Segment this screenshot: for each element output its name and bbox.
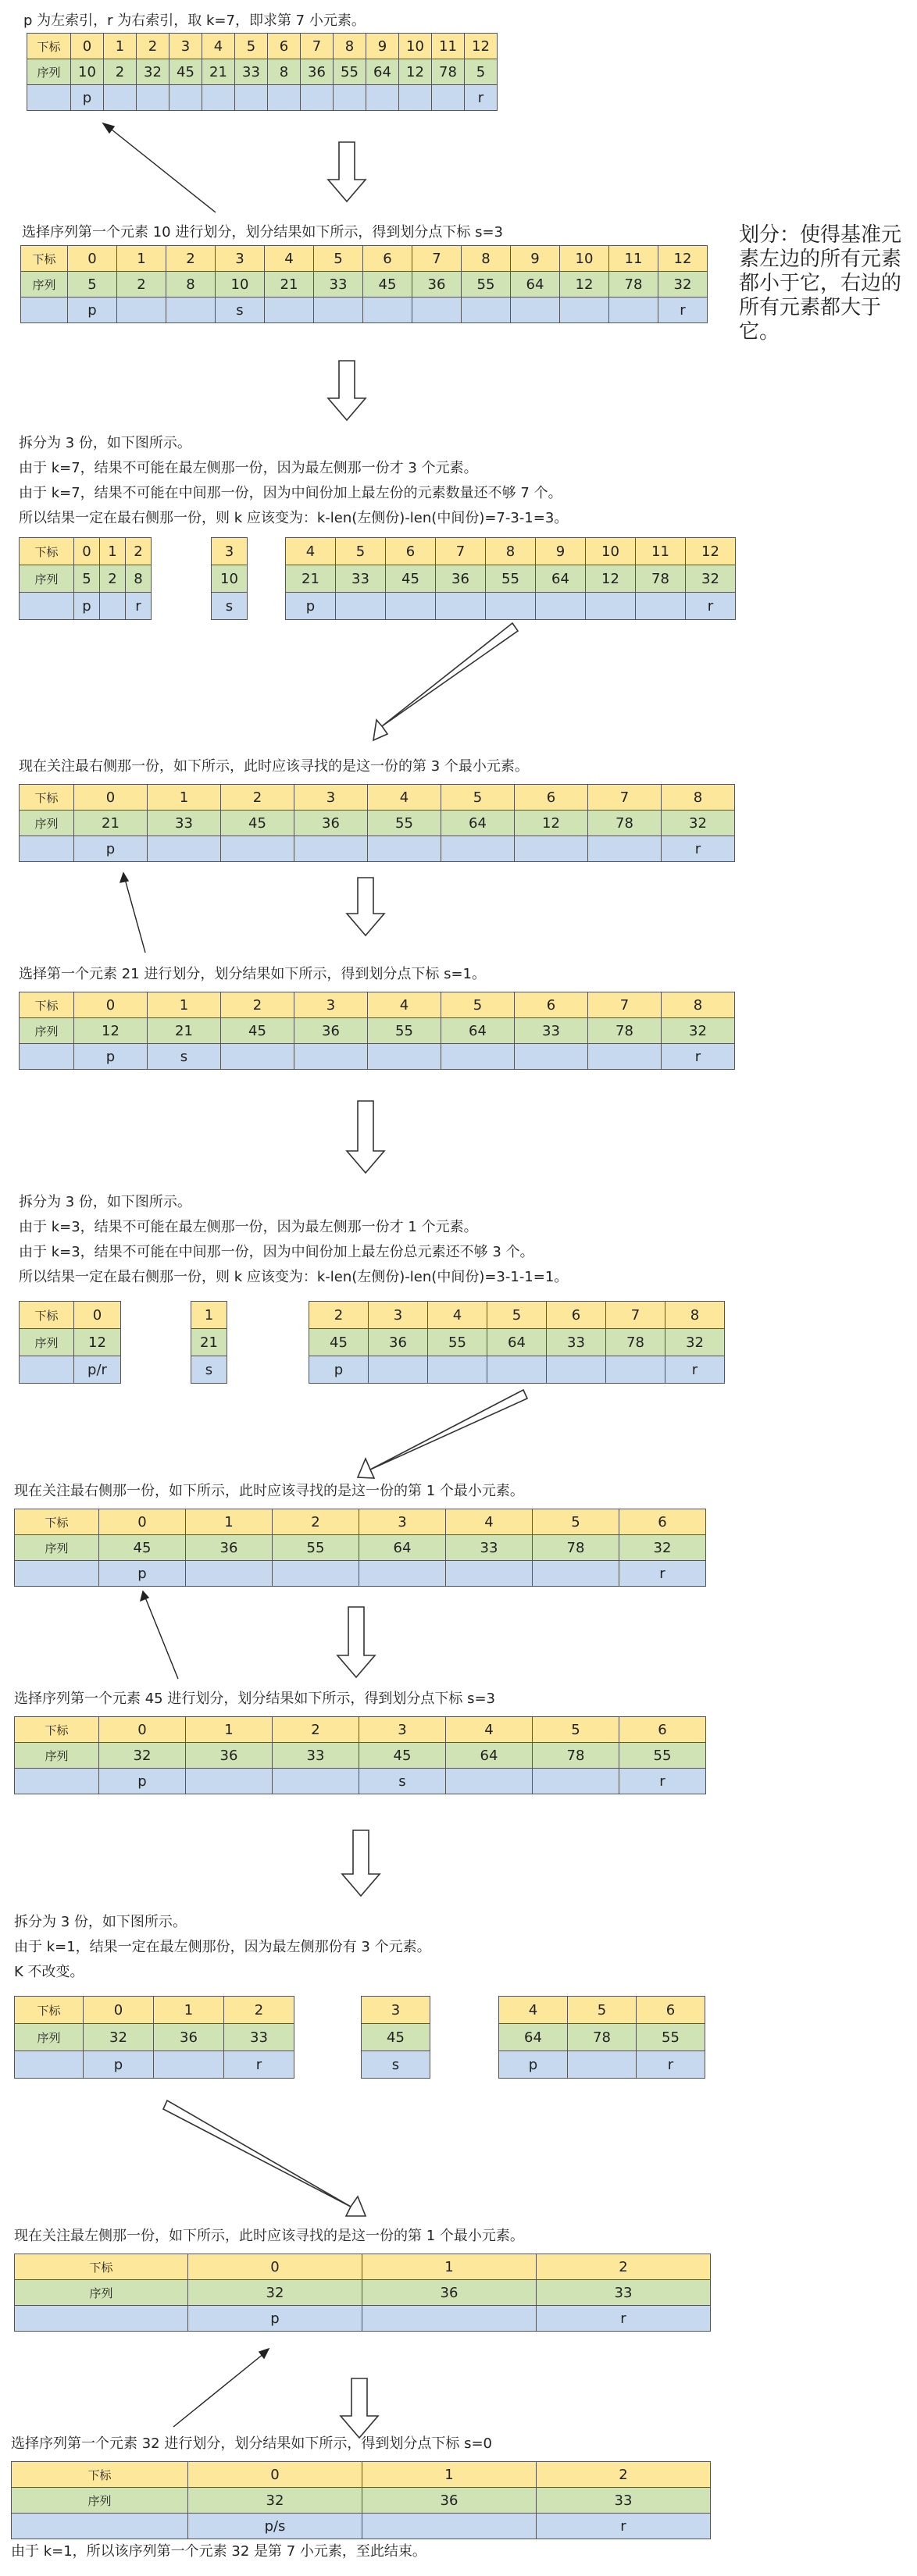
index-cell: 9 bbox=[511, 246, 560, 272]
index-cell: 5 bbox=[441, 785, 515, 811]
value-cell: 55 bbox=[368, 811, 441, 836]
value-cell: 10 bbox=[216, 272, 265, 298]
value-cell: 64 bbox=[536, 565, 586, 593]
index-cell: 4 bbox=[368, 785, 441, 811]
diag-arrow-2 bbox=[358, 1390, 527, 1478]
value-cell: 45 bbox=[363, 272, 412, 298]
index-cell: 5 bbox=[487, 1302, 547, 1329]
value-cell: 21 bbox=[286, 565, 336, 593]
pointer-cell: r bbox=[537, 2514, 711, 2539]
index-cell: 4 bbox=[286, 538, 336, 565]
index-cell: 1 bbox=[362, 2254, 537, 2280]
value-row-label: 序列 bbox=[20, 1018, 74, 1044]
index-cell: 0 bbox=[99, 1717, 186, 1743]
value-cell: 2 bbox=[104, 59, 137, 85]
value-cell: 45 bbox=[221, 811, 294, 836]
index-cell: 7 bbox=[412, 246, 462, 272]
pointer-cell: p bbox=[71, 85, 104, 111]
index-cell: 1 bbox=[100, 538, 126, 565]
value-cell: 33 bbox=[273, 1743, 359, 1769]
down-arrow-7 bbox=[341, 2378, 378, 2438]
value-cell: 32 bbox=[84, 2024, 154, 2051]
index-cell: 1 bbox=[148, 785, 221, 811]
value-cell: 45 bbox=[221, 1018, 294, 1044]
value-cell: 32 bbox=[662, 811, 735, 836]
down-arrow-3 bbox=[347, 878, 384, 935]
index-cell: 4 bbox=[202, 34, 235, 59]
index-cell: 0 bbox=[188, 2254, 362, 2280]
index-row-label: 下标 bbox=[21, 246, 68, 272]
value-cell: 78 bbox=[609, 272, 658, 298]
value-cell: 32 bbox=[137, 59, 169, 85]
value-cell: 78 bbox=[588, 1018, 662, 1044]
index-cell: 6 bbox=[637, 1997, 705, 2024]
pointer-head-2 bbox=[120, 873, 128, 882]
split3-line1: 拆分为 3 份，如下图所示。 bbox=[14, 1914, 187, 1930]
index-row-label: 下标 bbox=[20, 992, 74, 1018]
index-cell: 5 bbox=[533, 1509, 619, 1535]
value-cell: 78 bbox=[636, 565, 686, 593]
split1-line1: 拆分为 3 份，如下图所示。 bbox=[19, 435, 191, 451]
index-cell: 12 bbox=[465, 34, 498, 59]
index-cell: 3 bbox=[294, 992, 368, 1018]
value-cell: 12 bbox=[515, 811, 588, 836]
index-cell: 3 bbox=[169, 34, 202, 59]
index-cell: 10 bbox=[586, 538, 636, 565]
index-cell: 10 bbox=[560, 246, 609, 272]
index-cell: 1 bbox=[148, 992, 221, 1018]
value-cell: 36 bbox=[186, 1743, 273, 1769]
value-cell: 33 bbox=[235, 59, 268, 85]
index-cell: 7 bbox=[436, 538, 486, 565]
pointer-cell: p bbox=[188, 2306, 362, 2332]
index-cell: 8 bbox=[486, 538, 536, 565]
value-cell: 36 bbox=[362, 2280, 537, 2306]
value-cell: 32 bbox=[188, 2488, 362, 2514]
split2-line4: 所以结果一定在最右侧那一份，则 k 应该变为：k-len(左侧份)-len(中间份)=3-1-1=1。 bbox=[19, 1269, 569, 1285]
value-cell: 36 bbox=[154, 2024, 224, 2051]
value-row-label: 序列 bbox=[20, 1329, 74, 1356]
index-cell: 9 bbox=[536, 538, 586, 565]
value-cell: 21 bbox=[148, 1018, 221, 1044]
index-cell: 0 bbox=[188, 2462, 362, 2488]
pointer-head-1 bbox=[103, 123, 114, 133]
value-cell: 33 bbox=[537, 2488, 711, 2514]
index-cell: 2 bbox=[221, 992, 294, 1018]
value-cell: 55 bbox=[637, 2024, 705, 2051]
value-cell: 32 bbox=[99, 1743, 186, 1769]
index-cell: 2 bbox=[537, 2462, 711, 2488]
index-cell: 4 bbox=[499, 1997, 568, 2024]
index-cell: 5 bbox=[568, 1997, 637, 2024]
pointer-cell: p bbox=[74, 836, 148, 862]
pointer-arrow-3 bbox=[145, 1598, 178, 1679]
pointer-cell: p bbox=[99, 1561, 186, 1587]
value-cell: 36 bbox=[301, 59, 334, 85]
value-cell: 33 bbox=[148, 811, 221, 836]
index-cell: 12 bbox=[686, 538, 736, 565]
pointer-cell: r bbox=[686, 593, 736, 620]
index-cell: 3 bbox=[359, 1717, 446, 1743]
index-cell: 4 bbox=[446, 1509, 533, 1535]
index-row-label: 下标 bbox=[20, 1302, 74, 1329]
index-cell: 4 bbox=[368, 992, 441, 1018]
index-cell: 2 bbox=[221, 785, 294, 811]
pointer-cell: r bbox=[465, 85, 498, 111]
value-cell: 78 bbox=[588, 811, 662, 836]
value-cell: 45 bbox=[309, 1329, 369, 1356]
index-row-label: 下标 bbox=[20, 538, 74, 565]
value-cell: 55 bbox=[619, 1743, 706, 1769]
value-cell: 33 bbox=[224, 2024, 294, 2051]
value-cell: 8 bbox=[126, 565, 152, 593]
value-cell: 55 bbox=[486, 565, 536, 593]
index-cell: 5 bbox=[533, 1717, 619, 1743]
split1-line2: 由于 k=7，结果不可能在最左侧那一份，因为最左侧那一份才 3 个元素。 bbox=[19, 460, 478, 476]
value-cell: 2 bbox=[100, 565, 126, 593]
index-cell: 7 bbox=[301, 34, 334, 59]
index-cell: 6 bbox=[547, 1302, 606, 1329]
index-cell: 7 bbox=[588, 785, 662, 811]
value-cell: 12 bbox=[560, 272, 609, 298]
value-row-label: 序列 bbox=[20, 811, 74, 836]
value-cell: 33 bbox=[446, 1535, 533, 1561]
step3-desc: 选择序列第一个元素 45 进行划分，划分结果如下所示，得到划分点下标 s=3 bbox=[14, 1691, 495, 1707]
step4-desc: 选择序列第一个元素 32 进行划分，划分结果如下所示，得到划分点下标 s=0 bbox=[11, 2435, 492, 2452]
index-cell: 0 bbox=[74, 992, 148, 1018]
index-cell: 8 bbox=[462, 246, 511, 272]
index-cell: 5 bbox=[314, 246, 363, 272]
index-cell: 1 bbox=[186, 1717, 273, 1743]
index-cell: 8 bbox=[334, 34, 366, 59]
down-arrow-2 bbox=[328, 361, 366, 420]
index-cell: 0 bbox=[84, 1997, 154, 2024]
value-cell: 2 bbox=[117, 272, 166, 298]
index-cell: 5 bbox=[336, 538, 386, 565]
index-cell: 0 bbox=[74, 538, 100, 565]
value-cell: 36 bbox=[294, 811, 368, 836]
step1-desc: 选择序列第一个元素 10 进行划分，划分结果如下所示，得到划分点下标 s=3 bbox=[22, 224, 503, 240]
value-cell: 12 bbox=[586, 565, 636, 593]
index-row-label: 下标 bbox=[20, 785, 74, 811]
value-cell: 64 bbox=[499, 2024, 568, 2051]
index-cell: 0 bbox=[74, 1302, 121, 1329]
value-cell: 33 bbox=[314, 272, 363, 298]
index-cell: 6 bbox=[268, 34, 301, 59]
value-cell: 5 bbox=[465, 59, 498, 85]
index-cell: 3 bbox=[369, 1302, 428, 1329]
value-cell: 12 bbox=[74, 1018, 148, 1044]
value-cell: 78 bbox=[533, 1535, 619, 1561]
pointer-cell: s bbox=[148, 1044, 221, 1070]
index-cell: 11 bbox=[636, 538, 686, 565]
value-cell: 45 bbox=[99, 1535, 186, 1561]
index-cell: 0 bbox=[99, 1509, 186, 1535]
pointer-cell: r bbox=[637, 2051, 705, 2079]
index-cell: 11 bbox=[609, 246, 658, 272]
pointer-cell: r bbox=[662, 1044, 735, 1070]
value-cell: 12 bbox=[74, 1329, 121, 1356]
value-cell: 32 bbox=[658, 272, 708, 298]
value-row-label: 序列 bbox=[15, 1535, 99, 1561]
index-cell: 8 bbox=[662, 785, 735, 811]
value-row-label: 序列 bbox=[12, 2488, 188, 2514]
index-row-label: 下标 bbox=[15, 1997, 84, 2024]
value-cell: 64 bbox=[487, 1329, 547, 1356]
value-cell: 64 bbox=[441, 811, 515, 836]
index-cell: 3 bbox=[362, 1997, 430, 2024]
pointer-cell: r bbox=[662, 836, 735, 862]
value-cell: 36 bbox=[362, 2488, 537, 2514]
value-cell: 55 bbox=[273, 1535, 359, 1561]
index-cell: 5 bbox=[441, 992, 515, 1018]
index-row-label: 下标 bbox=[27, 34, 71, 59]
value-cell: 78 bbox=[533, 1743, 619, 1769]
index-cell: 7 bbox=[606, 1302, 665, 1329]
value-cell: 33 bbox=[515, 1018, 588, 1044]
split1-line3: 由于 k=7，结果不可能在中间那一份，因为中间份加上最左份的元素数量还不够 7 个。 bbox=[19, 485, 562, 501]
index-cell: 4 bbox=[446, 1717, 533, 1743]
pointer-arrow-2 bbox=[125, 879, 145, 953]
down-arrow-5 bbox=[337, 1607, 375, 1677]
pointer-cell: r bbox=[658, 298, 708, 323]
pointer-cell: s bbox=[191, 1356, 227, 1384]
value-cell: 5 bbox=[68, 272, 117, 298]
index-cell: 4 bbox=[265, 246, 314, 272]
value-cell: 32 bbox=[665, 1329, 725, 1356]
value-cell: 32 bbox=[188, 2280, 362, 2306]
value-row-label: 序列 bbox=[27, 59, 71, 85]
index-cell: 6 bbox=[619, 1509, 706, 1535]
index-cell: 1 bbox=[117, 246, 166, 272]
index-cell: 3 bbox=[359, 1509, 446, 1535]
index-cell: 8 bbox=[662, 992, 735, 1018]
value-cell: 64 bbox=[441, 1018, 515, 1044]
value-cell: 32 bbox=[662, 1018, 735, 1044]
pointer-cell: s bbox=[212, 593, 248, 620]
index-cell: 3 bbox=[294, 785, 368, 811]
pointer-cell: p/s bbox=[188, 2514, 362, 2539]
value-cell: 36 bbox=[412, 272, 462, 298]
index-row-label: 下标 bbox=[15, 1509, 99, 1535]
value-cell: 55 bbox=[368, 1018, 441, 1044]
conclusion-line: 由于 k=1，所以该序列第一个元素 32 是第 7 小元素，至此结束。 bbox=[11, 2543, 426, 2560]
pointer-cell: r bbox=[619, 1769, 706, 1794]
pointer-cell: s bbox=[216, 298, 265, 323]
split3-line2: 由于 k=1，结果一定在最左侧那份，因为最左侧那份有 3 个元素。 bbox=[14, 1939, 431, 1955]
pointer-cell: p bbox=[74, 593, 100, 620]
index-cell: 6 bbox=[363, 246, 412, 272]
index-cell: 2 bbox=[309, 1302, 369, 1329]
index-cell: 1 bbox=[186, 1509, 273, 1535]
split1-line4: 所以结果一定在最右侧那一份，则 k 应该变为：k-len(左侧份)-len(中间份)=7-3-1=3。 bbox=[19, 510, 569, 526]
pointer-cell: p bbox=[74, 1044, 148, 1070]
value-row-label: 序列 bbox=[15, 2280, 188, 2306]
value-cell: 55 bbox=[334, 59, 366, 85]
pointer-cell: p bbox=[99, 1769, 186, 1794]
index-cell: 1 bbox=[154, 1997, 224, 2024]
index-cell: 2 bbox=[537, 2254, 711, 2280]
pointer-cell: r bbox=[665, 1356, 725, 1384]
value-cell: 45 bbox=[362, 2024, 430, 2051]
step2-desc: 选择第一个元素 21 进行划分，划分结果如下所示，得到划分点下标 s=1。 bbox=[19, 966, 486, 982]
value-cell: 78 bbox=[432, 59, 465, 85]
pointer-cell: p bbox=[286, 593, 336, 620]
value-cell: 55 bbox=[428, 1329, 487, 1356]
value-cell: 33 bbox=[547, 1329, 606, 1356]
index-cell: 6 bbox=[386, 538, 436, 565]
index-cell: 8 bbox=[665, 1302, 725, 1329]
index-row-label: 下标 bbox=[15, 1717, 99, 1743]
value-cell: 45 bbox=[359, 1743, 446, 1769]
index-cell: 1 bbox=[104, 34, 137, 59]
value-cell: 8 bbox=[166, 272, 216, 298]
index-cell: 2 bbox=[126, 538, 152, 565]
value-cell: 45 bbox=[169, 59, 202, 85]
pointer-cell: p bbox=[68, 298, 117, 323]
pointer-cell: p/r bbox=[74, 1356, 121, 1384]
pointer-arrow-1 bbox=[108, 126, 216, 212]
index-cell: 5 bbox=[235, 34, 268, 59]
focus3-desc: 现在关注最左侧那一份，如下所示，此时应该寻找的是这一份的第 1 个最小元素。 bbox=[14, 2228, 524, 2244]
index-row-label: 下标 bbox=[12, 2462, 188, 2488]
partition-note: 划分：使得基准元素左边的所有元素都小于它，右边的所有元素都大于它。 bbox=[739, 223, 902, 344]
value-cell: 32 bbox=[619, 1535, 706, 1561]
index-cell: 0 bbox=[71, 34, 104, 59]
index-cell: 6 bbox=[515, 992, 588, 1018]
pointer-cell: s bbox=[362, 2051, 430, 2079]
diag-arrow-3 bbox=[163, 2100, 366, 2216]
value-cell: 10 bbox=[212, 565, 248, 593]
index-cell: 9 bbox=[366, 34, 399, 59]
index-cell: 4 bbox=[428, 1302, 487, 1329]
intro-line: p 为左索引，r 为右索引，取 k=7，即求第 7 小元素。 bbox=[23, 12, 366, 29]
value-cell: 32 bbox=[686, 565, 736, 593]
value-cell: 10 bbox=[71, 59, 104, 85]
index-cell: 11 bbox=[432, 34, 465, 59]
value-cell: 36 bbox=[294, 1018, 368, 1044]
index-cell: 10 bbox=[399, 34, 432, 59]
value-cell: 33 bbox=[336, 565, 386, 593]
split3-line3: K 不改变。 bbox=[14, 1964, 84, 1980]
pointer-cell: r bbox=[537, 2306, 711, 2332]
index-cell: 6 bbox=[619, 1717, 706, 1743]
value-cell: 36 bbox=[186, 1535, 273, 1561]
split2-line2: 由于 k=3，结果不可能在最左侧那一份，因为最左侧那一份才 1 个元素。 bbox=[19, 1219, 478, 1235]
value-cell: 21 bbox=[191, 1329, 227, 1356]
pointer-cell: p bbox=[309, 1356, 369, 1384]
value-cell: 21 bbox=[265, 272, 314, 298]
split2-line3: 由于 k=3，结果不可能在中间那一份，因为中间份加上最左份总元素还不够 3 个。 bbox=[19, 1244, 534, 1260]
index-cell: 2 bbox=[137, 34, 169, 59]
value-cell: 33 bbox=[537, 2280, 711, 2306]
index-cell: 0 bbox=[68, 246, 117, 272]
value-cell: 21 bbox=[74, 811, 148, 836]
down-arrow-6 bbox=[342, 1830, 380, 1896]
index-cell: 1 bbox=[191, 1302, 227, 1329]
index-cell: 2 bbox=[273, 1717, 359, 1743]
value-cell: 36 bbox=[436, 565, 486, 593]
value-cell: 64 bbox=[446, 1743, 533, 1769]
pointer-cell: p bbox=[84, 2051, 154, 2079]
index-cell: 7 bbox=[588, 992, 662, 1018]
value-cell: 5 bbox=[74, 565, 100, 593]
index-cell: 1 bbox=[362, 2462, 537, 2488]
down-arrow-4 bbox=[347, 1101, 384, 1173]
value-cell: 21 bbox=[202, 59, 235, 85]
value-cell: 78 bbox=[606, 1329, 665, 1356]
value-cell: 36 bbox=[369, 1329, 428, 1356]
value-cell: 78 bbox=[568, 2024, 637, 2051]
index-cell: 6 bbox=[515, 785, 588, 811]
index-row-label: 下标 bbox=[15, 2254, 188, 2280]
index-cell: 0 bbox=[74, 785, 148, 811]
focus1-desc: 现在关注最右侧那一份，如下所示，此时应该寻找的是这一份的第 3 个最小元素。 bbox=[19, 758, 529, 775]
pointer-cell: s bbox=[359, 1769, 446, 1794]
down-arrow-1 bbox=[328, 142, 366, 201]
diag-arrow-1 bbox=[373, 623, 518, 740]
pointer-cell: r bbox=[126, 593, 152, 620]
value-cell: 64 bbox=[359, 1535, 446, 1561]
value-row-label: 序列 bbox=[21, 272, 68, 298]
index-cell: 3 bbox=[212, 538, 248, 565]
pointer-arrow-4 bbox=[173, 2353, 264, 2427]
pointer-cell: r bbox=[619, 1561, 706, 1587]
focus2-desc: 现在关注最右侧那一份，如下所示，此时应该寻找的是这一份的第 1 个最小元素。 bbox=[14, 1483, 524, 1499]
value-cell: 55 bbox=[462, 272, 511, 298]
index-cell: 2 bbox=[224, 1997, 294, 2024]
value-cell: 12 bbox=[399, 59, 432, 85]
value-cell: 64 bbox=[511, 272, 560, 298]
pointer-cell: r bbox=[224, 2051, 294, 2079]
value-row-label: 序列 bbox=[15, 2024, 84, 2051]
value-row-label: 序列 bbox=[20, 565, 74, 593]
value-cell: 64 bbox=[366, 59, 399, 85]
index-cell: 12 bbox=[658, 246, 708, 272]
index-cell: 3 bbox=[216, 246, 265, 272]
split2-line1: 拆分为 3 份，如下图所示。 bbox=[19, 1194, 191, 1210]
index-cell: 2 bbox=[166, 246, 216, 272]
pointer-head-3 bbox=[141, 1591, 148, 1601]
pointer-cell: p bbox=[499, 2051, 568, 2079]
index-cell: 2 bbox=[273, 1509, 359, 1535]
value-cell: 45 bbox=[386, 565, 436, 593]
value-row-label: 序列 bbox=[15, 1743, 99, 1769]
value-cell: 8 bbox=[268, 59, 301, 85]
